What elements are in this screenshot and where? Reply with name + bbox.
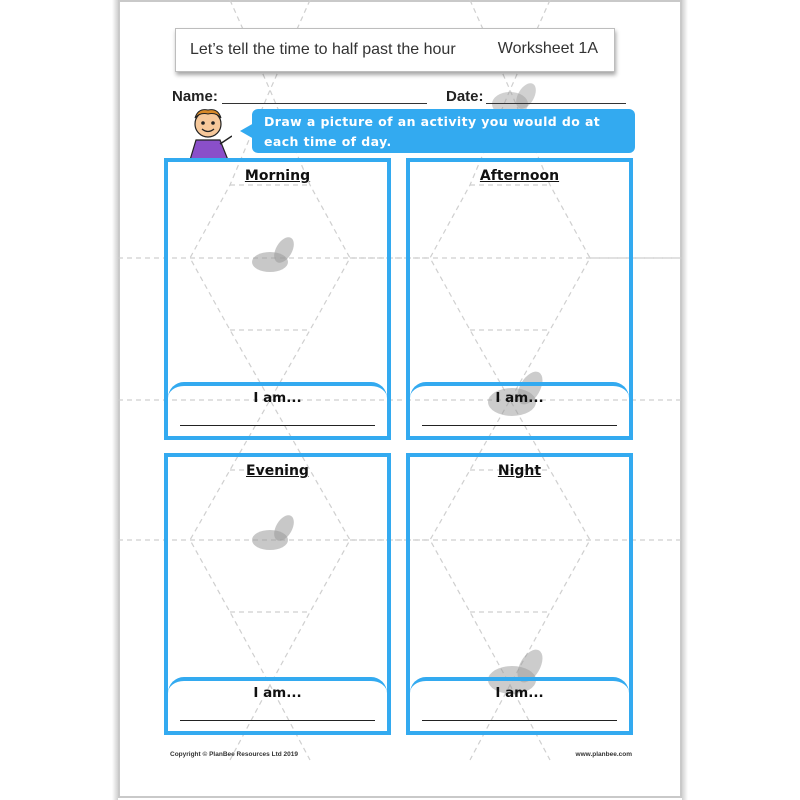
- answer-line[interactable]: [422, 720, 617, 721]
- copyright-text: Copyright © PlanBee Resources Ltd 2019: [170, 751, 298, 758]
- panel-title: Morning: [244, 168, 311, 184]
- title-box: [175, 28, 615, 72]
- instruction-banner: Draw a picture of an activity you would do at each time of day.: [252, 109, 635, 153]
- answer-label: I am...: [495, 685, 544, 701]
- panel-evening: [164, 453, 391, 735]
- website-link[interactable]: www.planbee.com: [575, 751, 632, 758]
- answer-line[interactable]: [422, 425, 617, 426]
- answer-box: [410, 382, 629, 436]
- date-field[interactable]: [486, 103, 626, 104]
- panel-night: [406, 453, 633, 735]
- name-label: Name:: [172, 88, 218, 105]
- answer-label: I am...: [253, 685, 302, 701]
- name-field[interactable]: [222, 103, 427, 104]
- panel-morning: [164, 158, 391, 440]
- panel-title: Evening: [246, 463, 309, 479]
- answer-line[interactable]: [180, 425, 375, 426]
- answer-label: I am...: [253, 390, 302, 406]
- panel-afternoon: [406, 158, 633, 440]
- date-label: Date:: [446, 88, 484, 105]
- panel-title: Night: [497, 463, 542, 479]
- answer-label: I am...: [495, 390, 544, 406]
- answer-box: [168, 677, 387, 731]
- worksheet-number: Worksheet 1A: [497, 40, 598, 57]
- answer-box: [410, 677, 629, 731]
- worksheet-title: Let’s tell the time to half past the hour: [190, 41, 456, 58]
- panel-title: Afternoon: [479, 168, 560, 184]
- child-character-icon: [184, 104, 232, 160]
- answer-line[interactable]: [180, 720, 375, 721]
- answer-box: [168, 382, 387, 436]
